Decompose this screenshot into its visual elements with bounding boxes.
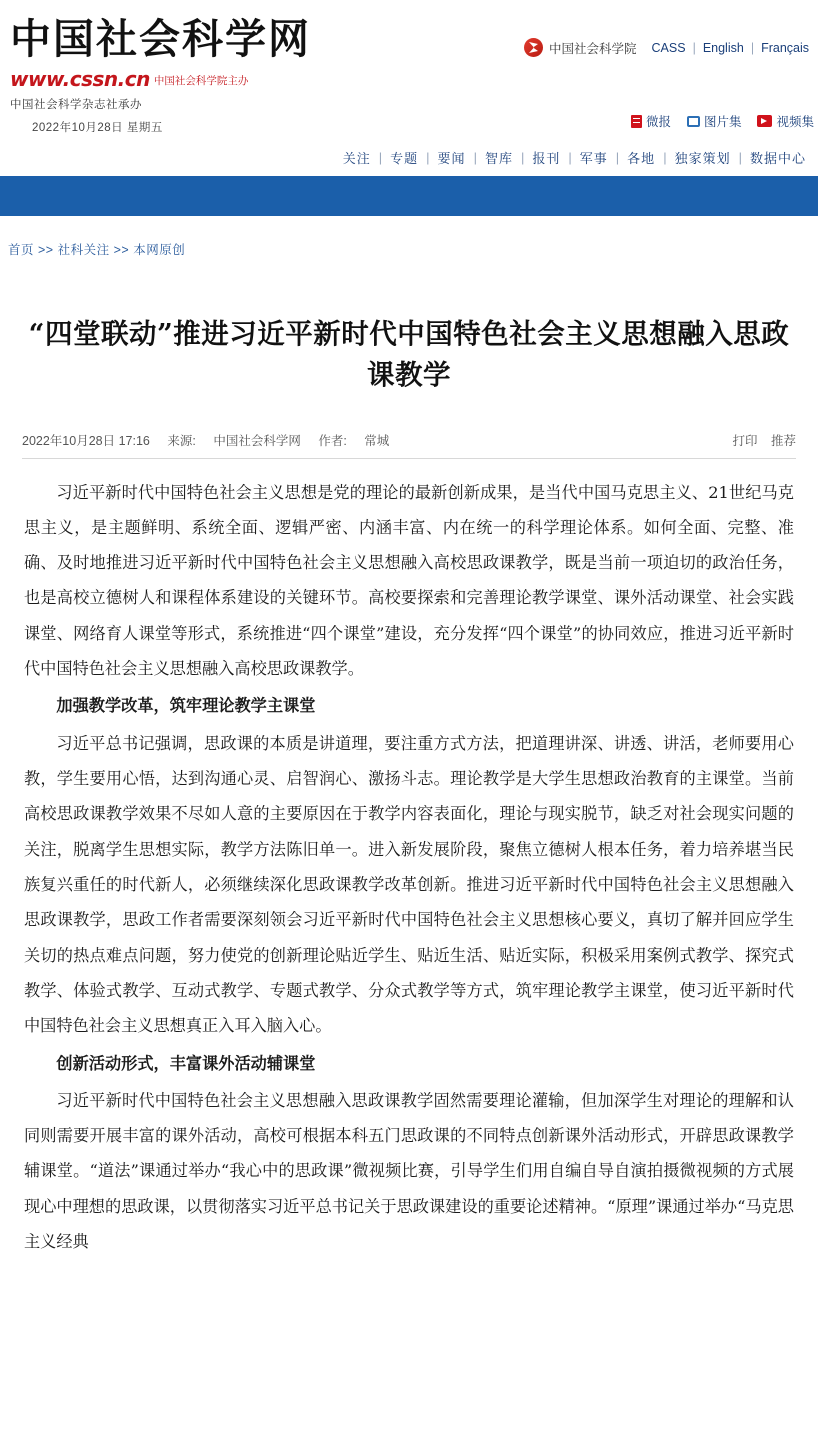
nav-item-baokan[interactable]: 报刊 [532, 151, 561, 166]
article-source: 中国社会科学网 [213, 433, 301, 448]
article-date: 2022年10月28日 17:16 [22, 433, 150, 448]
nav-item-shujuzhongxin[interactable]: 数据中心 [749, 151, 806, 166]
link-english[interactable]: English [702, 40, 744, 55]
breadcrumb-item-subsection[interactable]: 本网原创 [133, 243, 186, 257]
site-logo[interactable] [10, 16, 340, 135]
divider: | [520, 150, 525, 165]
article [0, 314, 818, 1259]
cass-name: 中国社会科学院 [549, 41, 637, 56]
nav-item-gedi[interactable]: 各地 [627, 151, 656, 166]
nav-item-guanzhu[interactable]: 关注 [342, 151, 371, 166]
picture-icon [687, 116, 700, 127]
recommend-button[interactable]: 推荐 [770, 433, 796, 448]
divider: | [615, 150, 620, 165]
link-francais[interactable]: Français [761, 40, 809, 55]
media-item-videos[interactable] [757, 112, 814, 130]
article-actions [722, 431, 796, 449]
main-nav [335, 148, 814, 167]
breadcrumb-item-home[interactable]: 首页 [8, 243, 35, 257]
breadcrumb-item-section[interactable]: 社科关注 [57, 243, 110, 257]
article-meta-left [22, 431, 403, 449]
site-logo-text: 中国社会科学网 [10, 15, 311, 63]
top-links [524, 38, 816, 57]
cass-logo-icon [524, 38, 543, 57]
divider: | [473, 150, 477, 165]
divider: | [663, 150, 667, 165]
article-paragraph: 习近平新时代中国特色社会主义思想融入思政课教学固然需要理论灌输，但加深学生对理论的理解和认同则需要开展丰富的课外活动，高校可根据本科五门思政课的不同特点创新课外活动形式，开辟思政课教学辅课堂。“道法”课通过举办“我心中的思政课”微视频比赛，引导学生们用自编自导自演拍摄微视频的方式展现心中理想的思政课，以贯彻落实习近平总书记关于思政课建设的重要论述精神。“原理”课通过举办“马克思主义经典 [24, 1090, 794, 1252]
nav-item-dujiacehua[interactable]: 独家策划 [674, 151, 731, 166]
breadcrumb-separator: >> [113, 243, 130, 257]
site-url-subtitle: 中国社会科学院主办 [153, 75, 249, 88]
divider: | [692, 40, 696, 55]
article-body [24, 475, 794, 1260]
article-author-label: 作者: [318, 433, 347, 448]
article-subheading: 创新活动形式，丰富课外活动辅课堂 [56, 1053, 316, 1073]
media-label: 视频集 [776, 115, 814, 129]
article-meta [22, 431, 796, 459]
video-icon [757, 115, 772, 127]
article-paragraph: 习近平总书记强调，思政课的本质是讲道理，要注重方式方法，把道理讲深、讲透、讲活，老师要用心教，学生要用心悟，达到沟通心灵、启智润心、激扬斗志。理论教学是大学生思想政治教育的主课堂。当前高校思政课教学效果不尽如人意的主要原因在于教学内容表面化，理论与现实脱节，缺乏对社会现实问题的关注，脱离学生思想实际，教学方法陈旧单一。进入新发展阶段，聚焦立德树人根本任务，着力培养堪当民族复兴重任的时代新人，必须继续深化思政课教学改革创新。推进习近平新时代中国特色社会主义思想融入思政课教学，思政工作者需要深刻领会习近平新时代中国特色社会主义思想核心要义，真切了解并回应学生关切的热点难点问题，努力使党的创新理论贴近学生、贴近生活、贴近实际，积极采用案例式教学、探究式教学、体验式教学、互动式教学、专题式教学、分众式教学等方式，筑牢理论教学主课堂，使习近平新时代中国特色社会主义思想真正入耳入脑入心。 [24, 733, 794, 1036]
media-item-weibao[interactable] [631, 112, 671, 130]
site-url: www.cssn.cn [10, 67, 150, 92]
article-author: 常城 [364, 433, 390, 448]
article-subheading: 加强教学改革，筑牢理论教学主课堂 [56, 696, 316, 716]
site-url-row [10, 67, 340, 91]
nav-item-junshi[interactable]: 军事 [579, 151, 608, 166]
nav-item-zhiku[interactable]: 智库 [484, 151, 513, 166]
divider: | [738, 150, 742, 165]
page-title: “四堂联动”推进习近平新时代中国特色社会主义思想融入思政课教学 [28, 318, 790, 392]
article-paragraph: 习近平新时代中国特色社会主义思想是党的理论的最新创新成果，是当代中国马克思主义、21世纪马克思主义，是主题鲜明、系统全面、逻辑严密、内涵丰富、内在统一的科学理论体系。如何全面、完整、准确、及时地推进习近平新时代中国特色社会主义思想融入高校思政课教学，既是当前一项迫切的政治任务，也是高校立德树人和课程体系建设的关键环节。高校要探索和完善理论教学课堂、课外活动课堂、社会实践课堂、网络育人课堂等形式，系统推进“四个课堂”建设，充分发挥“四个课堂”的协同效应，推进习近平新时代中国特色社会主义思想融入高校思政课教学。 [24, 482, 794, 679]
article-source-label: 来源: [167, 433, 196, 448]
divider: | [568, 150, 572, 165]
nav-bar-accent [0, 176, 818, 216]
site-sponsor: 中国社会科学杂志社承办 [10, 99, 142, 112]
media-label: 图片集 [703, 115, 742, 129]
media-label: 微报 [645, 115, 671, 129]
divider: | [426, 150, 430, 165]
divider: | [378, 150, 383, 165]
link-cass[interactable]: CASS [651, 40, 686, 55]
weibao-icon [631, 115, 642, 128]
divider: | [750, 40, 755, 55]
site-date: 2022年10月28日 星期五 [32, 122, 163, 135]
nav-item-yaowen[interactable]: 要闻 [437, 151, 466, 166]
media-item-pictures[interactable] [687, 112, 742, 130]
breadcrumb [0, 216, 818, 258]
breadcrumb-separator: >> [38, 243, 54, 257]
print-button[interactable]: 打印 [732, 433, 758, 448]
site-header [0, 0, 818, 176]
nav-item-zhuanti[interactable]: 专题 [390, 151, 419, 166]
media-links [615, 112, 814, 130]
